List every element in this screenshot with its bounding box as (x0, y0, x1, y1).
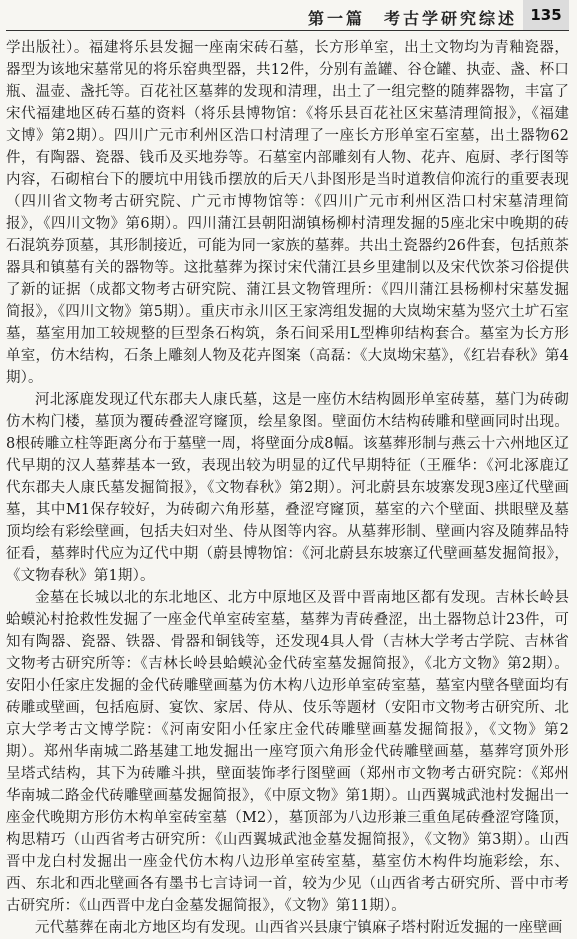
section-title: 第一篇 考古学研究综述 (307, 9, 517, 28)
paragraph-liao-tombs: 河北涿鹿发现辽代东郡夫人康氏墓，这是一座仿木结构圆形单室砖墓，墓门为砖砌仿木构门楼，墓顶为覆砖叠涩穹窿顶，绘星象图。壁面仿木结构砖雕和壁画同时出现。8根砖雕立柱等距离分布于墓壁一周，将壁面分成8幅。该墓葬形制与燕云十六州地区辽代早期的汉人墓葬基本一致，表现出较为明显的辽代早期特征（王雁华：《河北涿鹿辽代东郡夫人康氏墓发掘简报》，《文物春秋》第2期）。河北蔚县东坡寨发现3座辽代壁画墓，其中M1保存较好，为砖砌六角形墓，叠涩穹窿顶，墓室的六个壁面、拱眼壁及墓顶均绘有彩绘壁画，包括夫妇对坐、侍从图等内容。从墓葬形制、壁画内容及随葬品特征看，墓葬时代应为辽代中期（蔚县博物馆：《河北蔚县东坡寨辽代壁画墓发掘简报》，《文物春秋》第1期）。 (6, 392, 569, 584)
paragraph-jin-tombs: 金墓在长城以北的东北地区、北方中原地区及晋中晋南地区都有发现。吉林长岭县蛤蟆沁村抢救性发掘了一座金代单室砖室墓，墓葬为青砖叠涩，出土器物总计23件，可知有陶器、瓷器、铁器、骨器和铜钱等，还发现4具人骨（吉林大学考古学院、吉林省文物考古研究所等：《吉林长岭县蛤蟆沁金代砖室墓发掘简报》，《北方文物》第2期）。安阳小任家庄发掘的金代砖雕壁画墓为仿木构八边形单室砖室墓，墓室内壁各壁面均有砖雕或壁画，包括庖厨、宴饮、家居、侍从、伎乐等题材（安阳市文物考古研究所、北京大学考古文博学院：《河南安阳小任家庄金代砖雕壁画墓发掘简报》，《文物》第2期）。郑州华南城二路基建工地发掘出一座穹顶六角形金代砖雕壁画墓，墓葬穹顶外形呈塔式结构，其下为砖雕斗拱，壁面装饰孝行图壁画（郑州市文物考古研究院：《郑州华南城二路金代砖雕壁画墓发掘简报》，《中原文物》第1期）。山西翼城武池村发掘出一座金代晚期方形仿木构单室砖室墓（M2），墓顶部为八边形兼三重鱼尾砖叠涩穹隆顶，构思精巧（山西省考古研究所：《山西翼城武池金墓发掘简报》，《文物》第3期）。山西晋中龙白村发掘出一座金代仿木构八边形单室砖室墓，墓室仿木构件均施彩绘，东、西、东北和西北壁画各有墨书七言诗词一首，较为少见（山西省考古研究所、晋中市考古研究所：《山西晋中龙白金墓发掘简报》，《文物》第11期）。 (6, 590, 569, 914)
body-text (6, 37, 569, 939)
paragraph-song-tombs: 学出版社）。福建将乐县发掘一座南宋砖石墓，长方形单室，出土文物均为青釉瓷器，器型为该地宋墓常见的将乐窑典型器，共12件，分别有盖罐、谷仓罐、执壶、盏、杯口瓶、温壶、盏托等。百花社区墓葬的发现和清理，出土了一组完整的随葬器物，丰富了宋代福建地区砖石墓的资料（将乐县博物馆：《将乐县百花社区宋墓清理简报》，《福建文博》第2期）。四川广元市利州区浩口村清理了一座长方形单室石室墓，出土器物62件，有陶器、瓷器、钱币及买地券等。石墓室内部雕刻有人物、花卉、庖厨、孝行图等内容，石砌棺台下的腰坑中用钱币摆放的后天八卦图形是当时道教信仰流行的重要表现（四川省文物考古研究院、广元市博物馆等：《四川广元市利州区浩口村宋墓清理简报》，《四川文物》第6期）。四川蒲江县朝阳湖镇杨柳村清理发掘的5座北宋中晚期的砖石混筑券顶墓，其形制接近，可能为同一家族的墓葬。共出土瓷器约26件套，包括煎茶器具和镇墓有关的器物等。这批墓葬为探讨宋代蒲江县乡里建制以及宋代饮茶习俗提供了新的证据（成都文物考古研究院、蒲江县文物管理所：《四川蒲江县杨柳村宋墓发掘简报》，《四川文物》第5期）。重庆市永川区王家湾组发掘的大岚坳宋墓为竖穴土圹石室墓，墓室用加工较规整的巨型条石构筑，条石间采用L型榫卯结构套合。墓室为长方形单室，仿木结构，石条上雕刻人物及花卉图案（高磊：《大岚坳宋墓》，《红岩春秋》第4期）。 (6, 40, 569, 386)
page-number: 135 (523, 0, 569, 30)
running-header (6, 0, 569, 31)
paragraph-yuan-tombs: 元代墓葬在南北方地区均有发现。山西省兴县康宁镇麻子塔村附近发掘的一座壁画 (35, 920, 563, 936)
